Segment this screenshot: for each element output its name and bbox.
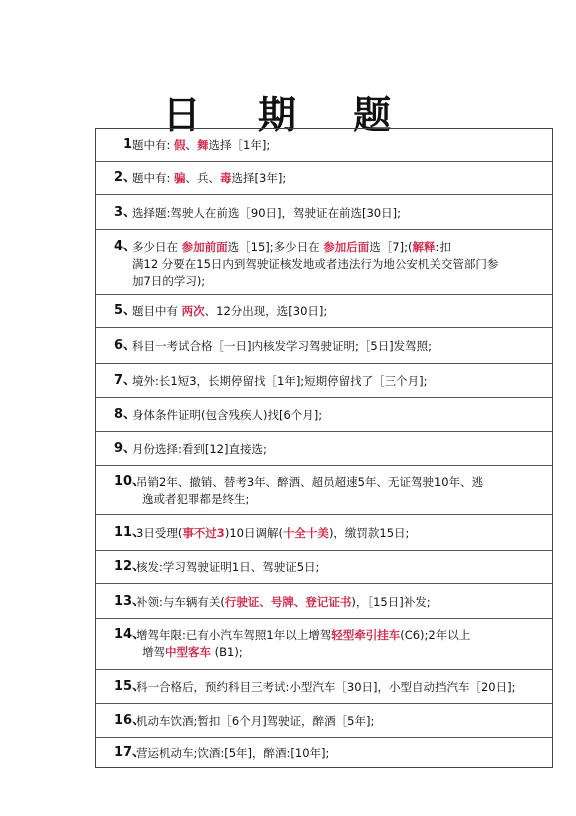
- text-segment: (B1);: [211, 645, 243, 659]
- text-segment: 选择[3年];: [231, 171, 287, 185]
- item-text: [132, 170, 544, 187]
- text-segment: 吊销2年、撤销、替考3年、醉酒、超员超速5年、无证驾驶10年、逃: [136, 475, 484, 489]
- table-row: [96, 364, 552, 398]
- item-number: 4、: [114, 239, 137, 254]
- highlighted-text: 解释: [412, 240, 436, 254]
- text-segment: 3日受理(: [136, 526, 183, 540]
- item-text: [132, 239, 544, 290]
- table-row: [96, 670, 552, 704]
- text-line: [132, 373, 544, 390]
- table-row: [96, 398, 552, 432]
- item-text: [136, 745, 544, 762]
- item-number: 3、: [114, 205, 137, 220]
- text-segment: 满12 分要在15日内到驾驶证核发地或者违法行为地公安机关交管部门参: [132, 257, 499, 271]
- text-line: [136, 713, 544, 730]
- item-text: [132, 441, 544, 458]
- text-segment: 选［7];(: [369, 240, 413, 254]
- text-line: [136, 594, 544, 611]
- highlighted-text: 毒: [220, 171, 232, 185]
- table-row: [96, 195, 552, 230]
- text-line: [132, 303, 544, 320]
- item-text: [132, 407, 544, 424]
- text-segment: 机动车饮酒;暂扣［6个月]驾驶证，醉酒［5年];: [136, 714, 375, 728]
- text-segment: 增驾: [142, 645, 165, 659]
- text-line: [136, 627, 544, 644]
- item-number: 12、: [114, 559, 146, 574]
- item-text: [136, 474, 544, 508]
- item-number: 16、: [114, 713, 146, 728]
- item-text: [132, 338, 544, 355]
- text-line: [136, 491, 544, 508]
- item-number: 6、: [114, 338, 137, 353]
- text-segment: 科目一考试合格［一日]内核发学习驾驶证明;［5日]发驾照;: [132, 339, 433, 353]
- highlighted-text: 行驶证、号牌、登记证书: [224, 595, 352, 609]
- table-row: [96, 551, 552, 584]
- text-line: [136, 559, 544, 576]
- highlighted-text: 中型客车: [165, 645, 211, 659]
- item-number: 1: [123, 137, 133, 152]
- item-number: 11、: [114, 525, 146, 540]
- item-text: [136, 679, 544, 696]
- text-line: [132, 256, 544, 273]
- text-segment: 题中有:: [132, 171, 175, 185]
- item-number: 17、: [114, 745, 146, 760]
- text-segment: )10日调解(: [224, 526, 283, 540]
- text-segment: (C6);2年以上: [400, 628, 471, 642]
- item-text: [132, 137, 544, 154]
- table-row: [96, 162, 552, 195]
- highlighted-text: 轻型牵引挂车: [331, 628, 401, 642]
- text-segment: 、12分出现，选[30日];: [204, 304, 328, 318]
- text-segment: 身体条件证明(包含残疾人)找[6个月];: [132, 408, 323, 422]
- text-line: [132, 239, 544, 256]
- text-segment: 、兵、: [185, 171, 221, 185]
- text-segment: 营运机动车;饮酒:[5年]，醉酒:[10年];: [136, 746, 330, 760]
- text-segment: 增驾年限:已有小汽车驾照1年以上增驾: [136, 628, 332, 642]
- rules-table: [95, 128, 553, 768]
- item-text: [132, 205, 544, 222]
- text-line: [136, 745, 544, 762]
- text-line: [136, 644, 544, 661]
- text-line: [136, 474, 544, 491]
- text-segment: 选择题:驾驶人在前选［90日]，驾驶证在前选[30日];: [132, 206, 401, 220]
- text-line: [132, 338, 544, 355]
- table-row: [96, 230, 552, 295]
- text-segment: 补领:与车辆有关(: [136, 595, 225, 609]
- table-row: [96, 328, 552, 364]
- item-number: 14、: [114, 627, 146, 642]
- highlighted-text: 骗: [174, 171, 186, 185]
- highlighted-text: 参加后面: [323, 240, 370, 254]
- item-number: 2、: [114, 170, 137, 185]
- table-row: [96, 619, 552, 670]
- item-text: [136, 525, 544, 542]
- text-segment: :扣: [435, 240, 451, 254]
- highlighted-text: 事不过3: [182, 526, 225, 540]
- text-segment: 逸或者犯罪都是终生;: [142, 492, 250, 506]
- item-number: 10、: [114, 474, 146, 489]
- item-number: 8、: [114, 407, 137, 422]
- text-line: [132, 273, 544, 290]
- item-text: [136, 627, 544, 661]
- text-line: [132, 441, 544, 458]
- item-number: 7、: [114, 373, 137, 388]
- text-segment: 题中有:: [132, 138, 175, 152]
- page-title: 日 期 题: [162, 93, 414, 137]
- text-line: [136, 679, 544, 696]
- item-text: [136, 559, 544, 576]
- text-segment: 月份选择:看到[12]直接选;: [132, 442, 267, 456]
- text-line: [132, 205, 544, 222]
- text-segment: 选择［1年];: [208, 138, 271, 152]
- highlighted-text: 十全十美: [282, 526, 329, 540]
- highlighted-text: 两次: [181, 304, 205, 318]
- item-text: [132, 373, 544, 390]
- item-number: 5、: [114, 303, 137, 318]
- text-line: [132, 170, 544, 187]
- table-row: [96, 466, 552, 515]
- table-row: [96, 515, 552, 551]
- highlighted-text: 假、舞: [174, 138, 209, 152]
- table-row: [96, 129, 552, 162]
- item-number: 9、: [114, 441, 137, 456]
- table-row: [96, 704, 552, 738]
- text-line: [136, 525, 544, 542]
- text-segment: 多少日在: [132, 240, 182, 254]
- item-text: [132, 303, 544, 320]
- text-segment: 境外:长1短3，长期停留找［1年];短期停留找了［三个月];: [132, 374, 428, 388]
- item-text: [136, 713, 544, 730]
- text-segment: 题目中有: [132, 304, 182, 318]
- highlighted-text: 参加前面: [181, 240, 228, 254]
- item-number: 15、: [114, 679, 146, 694]
- table-row: [96, 738, 552, 769]
- text-segment: 科一合格后，预约科目三考试:小型汽车［30日]，小型自动挡汽车［20日];: [136, 680, 516, 694]
- item-number: 13、: [114, 594, 146, 609]
- table-row: [96, 584, 552, 619]
- text-line: [132, 407, 544, 424]
- text-segment: )，缴罚款15日;: [328, 526, 410, 540]
- table-row: [96, 432, 552, 466]
- table-row: [96, 295, 552, 328]
- text-segment: )，［15日]补发;: [351, 595, 431, 609]
- text-segment: 加7日的学习);: [132, 274, 206, 288]
- text-segment: 选［15];多少日在: [227, 240, 324, 254]
- item-text: [136, 594, 544, 611]
- text-line: [132, 137, 544, 154]
- text-segment: 核发:学习驾驶证明1日、驾驶证5日;: [136, 560, 320, 574]
